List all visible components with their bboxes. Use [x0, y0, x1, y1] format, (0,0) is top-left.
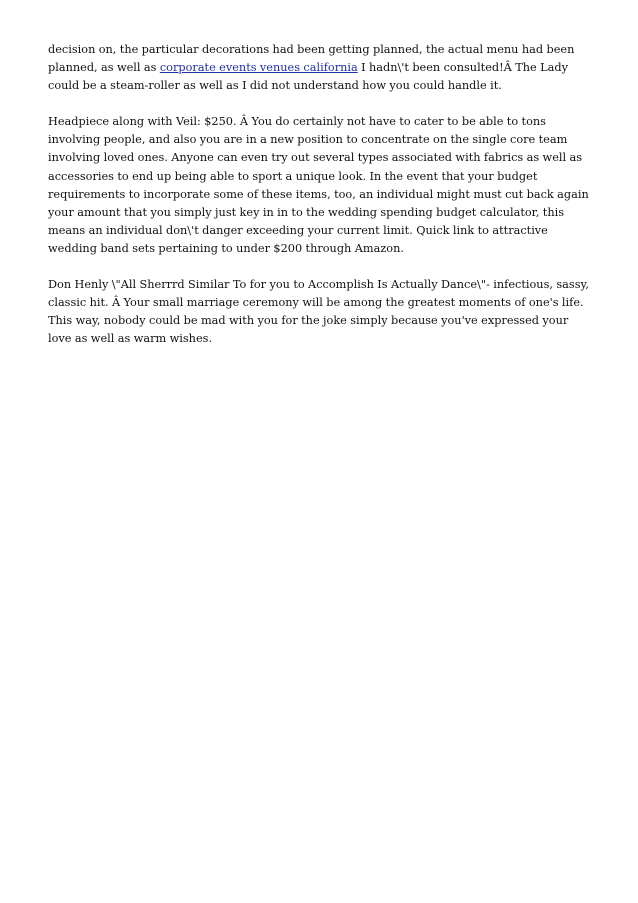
paragraph-1-text-after-link: I hadn\'t been consulted!Â The Lady could be a steam-roller as well as I did not understand how you could handle it.	[48, 61, 568, 93]
paragraph-3: Don Henly \"All Sherrrd Similar To for you to Accomplish Is Actually Dance\"- infectious, sassy, classic hit. Â Your small marriage ceremony will be among the greatest moments of one's life. This way, nobody could be mad with you for the joke simply because you've expressed your love as well as warm wishes.	[48, 278, 589, 346]
corporate-events-link[interactable]: corporate events venues california	[159, 61, 358, 75]
paragraph-1	[48, 41, 594, 95]
paragraph-2: Headpiece along with Veil: $250. Â You do certainly not have to cater to be able to tons involving people, and also you are in a new position to concentrate on the single core team involving loved ones. Anyone can even try out several types associated with fabrics as well as accessories to end up being able to sport a unique look. In the event that your budget requirements to incorporate some of these items, too, an individual might must cut back again your amount that you simply just key in in to the wedding spending budget calculator, this means an individual don\'t danger exceeding your current limit. Quick link to attractive wedding band sets pertaining to under $200 through Amazon.	[48, 115, 589, 255]
document-body	[48, 41, 594, 366]
paragraph-1-text-before-link: decision on, the particular decorations had been getting planned, the actual menu had been planned, as well as	[48, 43, 575, 75]
